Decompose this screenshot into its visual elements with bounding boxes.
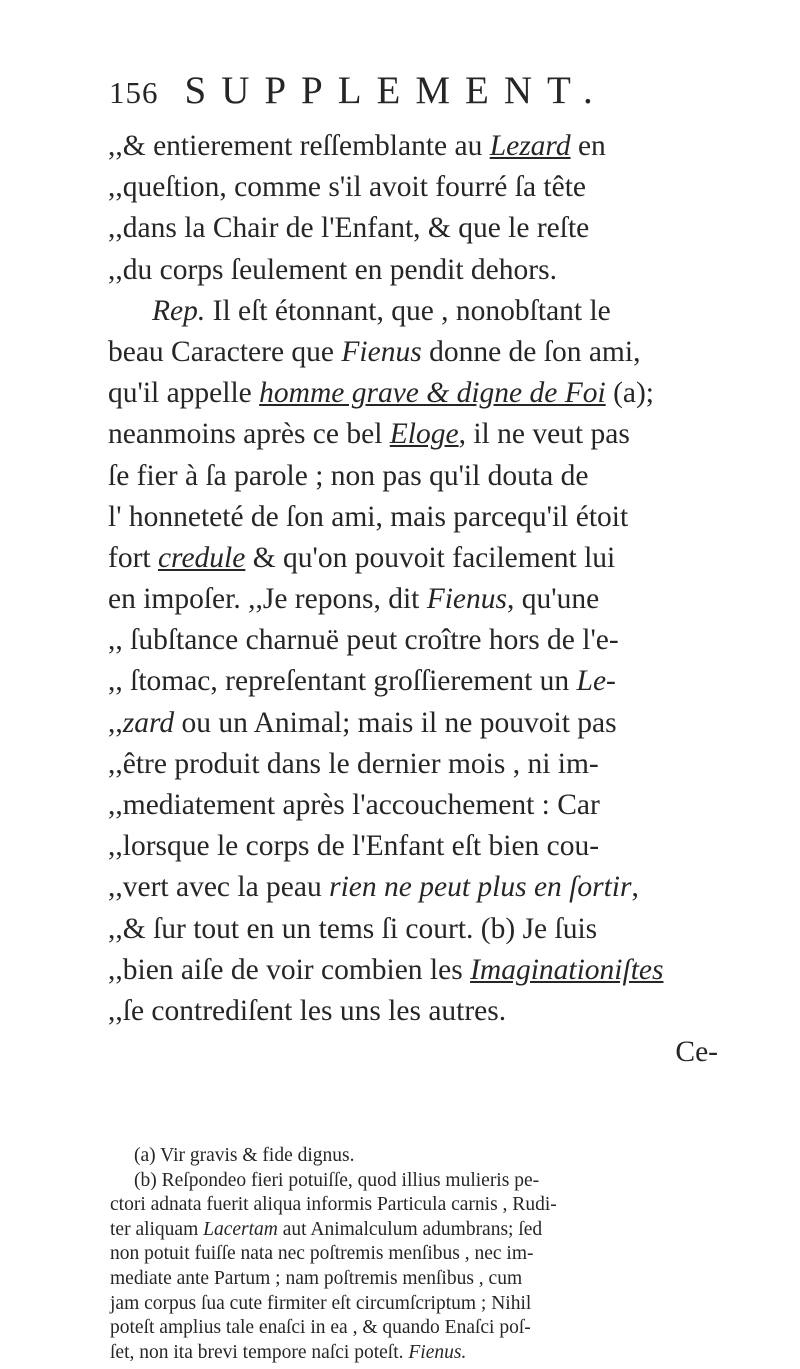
text-line xyxy=(108,991,718,1032)
text-run: ,,bien aiſe de voir combien les xyxy=(108,953,471,986)
text-line xyxy=(108,744,718,785)
italic-text: Fienus xyxy=(426,583,508,616)
text-run: ,,& entierement reſſemblante au xyxy=(108,130,490,162)
text-run: ,,du corps ſeulement en pendit dehors. xyxy=(108,253,557,286)
text-run: , xyxy=(631,871,639,904)
text-run: beau Caractere que xyxy=(108,335,342,368)
text-run: non potuit fuiſſe nata nec poſtremis menſibus , nec im- xyxy=(110,1243,534,1265)
text-run: ter aliquam xyxy=(110,1218,204,1240)
text-run: , il ne veut pas xyxy=(458,418,630,451)
text-line xyxy=(108,909,718,950)
text-line xyxy=(108,620,718,661)
text-line xyxy=(108,167,718,208)
text-run: & qu'on pouvoit facilement lui xyxy=(245,541,616,574)
italic-text: Imaginationiſtes xyxy=(470,953,664,986)
italic-text: Fienus xyxy=(341,335,422,368)
body-text xyxy=(108,126,718,1073)
text-line xyxy=(108,332,718,373)
text-line xyxy=(108,661,718,702)
italic-text: rien ne peut plus en ſortir xyxy=(329,871,632,904)
text-line xyxy=(108,208,718,249)
text-line xyxy=(108,867,718,908)
footnote-line xyxy=(110,1292,722,1317)
text-run: ou un Animal; mais il ne pouvoit pas xyxy=(174,706,617,739)
text-run: ,, ſubſtance charnuë peut croître hors de l'e- xyxy=(108,624,619,657)
text-run: en xyxy=(570,130,606,162)
text-run: ctori adnata fuerit aliqua informis Particula carnis , Rudi- xyxy=(110,1194,557,1216)
text-run: mediate ante Partum ; nam poſtremis menſibus , cum xyxy=(110,1267,523,1289)
text-run: ,,& ſur tout en un tems ſi court. (b) Je ſuis xyxy=(108,912,598,945)
text-run: ,,vert avec la peau xyxy=(108,871,330,904)
text-line xyxy=(108,950,718,991)
italic-text: Fienus. xyxy=(408,1341,467,1363)
running-head: SUPPLEMENT. xyxy=(184,69,608,112)
text-run: , qu'une xyxy=(507,583,600,616)
text-run: Il eſt étonnant, que , nonobſtant le xyxy=(205,294,611,327)
footnote-line xyxy=(110,1267,722,1292)
text-line xyxy=(108,373,718,414)
italic-text: credule xyxy=(157,541,246,574)
footnote-line xyxy=(110,1193,722,1218)
text-run: ſe fier à ſa parole ; non pas qu'il douta de xyxy=(108,459,589,492)
footnote-line xyxy=(110,1169,722,1194)
italic-text: homme grave & digne de Foi xyxy=(259,377,606,410)
text-run: neanmoins après ce bel xyxy=(108,418,390,451)
text-run: l' honneteté de ſon ami, mais parcequ'il étoit xyxy=(108,500,629,533)
footnote-line xyxy=(110,1218,722,1243)
catchword: Ce- xyxy=(675,1036,718,1069)
text-run: (a); xyxy=(605,377,654,410)
italic-text: Lezard xyxy=(489,130,571,162)
italic-text: Le- xyxy=(576,665,616,698)
text-run: fort xyxy=(108,541,158,574)
text-line xyxy=(108,703,718,744)
text-run: ,, xyxy=(108,706,123,739)
text-run: ,,ſe contrediſent les uns les autres. xyxy=(108,994,507,1027)
text-run: (b) Reſpondeo fieri potuiſſe, quod illius mulieris pe- xyxy=(134,1169,540,1191)
text-run: ,, ſtomac, repreſentant groſſierement un xyxy=(108,665,577,698)
footnote-line xyxy=(110,1144,722,1169)
text-line xyxy=(108,826,718,867)
text-run: ,,mediatement après l'accouchement : Car xyxy=(108,789,600,821)
text-run: (a) Vir gravis & fide dignus. xyxy=(134,1145,355,1166)
text-run: aut Animalculum adumbrans; ſed xyxy=(277,1218,543,1240)
text-run: donne de ſon ami, xyxy=(421,335,641,368)
footnote-line xyxy=(110,1242,722,1267)
italic-text: zard xyxy=(122,706,175,739)
text-run: ſet, non ita brevi tempore naſci poteſt. xyxy=(110,1341,409,1363)
text-line xyxy=(108,126,718,167)
text-run: poteſt amplius tale enaſci in ea , & quando Enaſci poſ- xyxy=(110,1317,531,1339)
text-line xyxy=(108,456,718,497)
italic-text: Rep. xyxy=(152,294,206,327)
text-run: ,,lorsque le corps de l'Enfant eſt bien cou- xyxy=(108,830,600,863)
italic-text: Eloge xyxy=(389,418,459,451)
text-line xyxy=(108,497,718,538)
text-line xyxy=(108,538,718,579)
footnote-line xyxy=(110,1316,722,1341)
text-line xyxy=(108,785,718,826)
italic-text: Lacertam xyxy=(203,1218,278,1240)
page-header xyxy=(109,68,709,116)
text-run: en impoſer. ,,Je repons, dit xyxy=(108,583,427,616)
text-run: qu'il appelle xyxy=(108,377,260,410)
text-run: ,,être produit dans le dernier mois , ni im- xyxy=(108,747,599,780)
page-number: 156 xyxy=(109,75,159,110)
text-line xyxy=(108,579,718,620)
footnotes xyxy=(110,1144,722,1365)
text-line xyxy=(108,414,718,455)
text-line xyxy=(108,250,718,291)
text-run: ,,queſtion, comme s'il avoit fourré ſa tête xyxy=(108,171,586,204)
text-run: jam corpus ſua cute firmiter eſt circumſcriptum ; Nihil xyxy=(110,1292,532,1314)
text-line xyxy=(108,291,718,332)
footnote-line xyxy=(110,1341,722,1366)
text-run: ,,dans la Chair de l'Enfant, & que le reſte xyxy=(108,212,590,245)
